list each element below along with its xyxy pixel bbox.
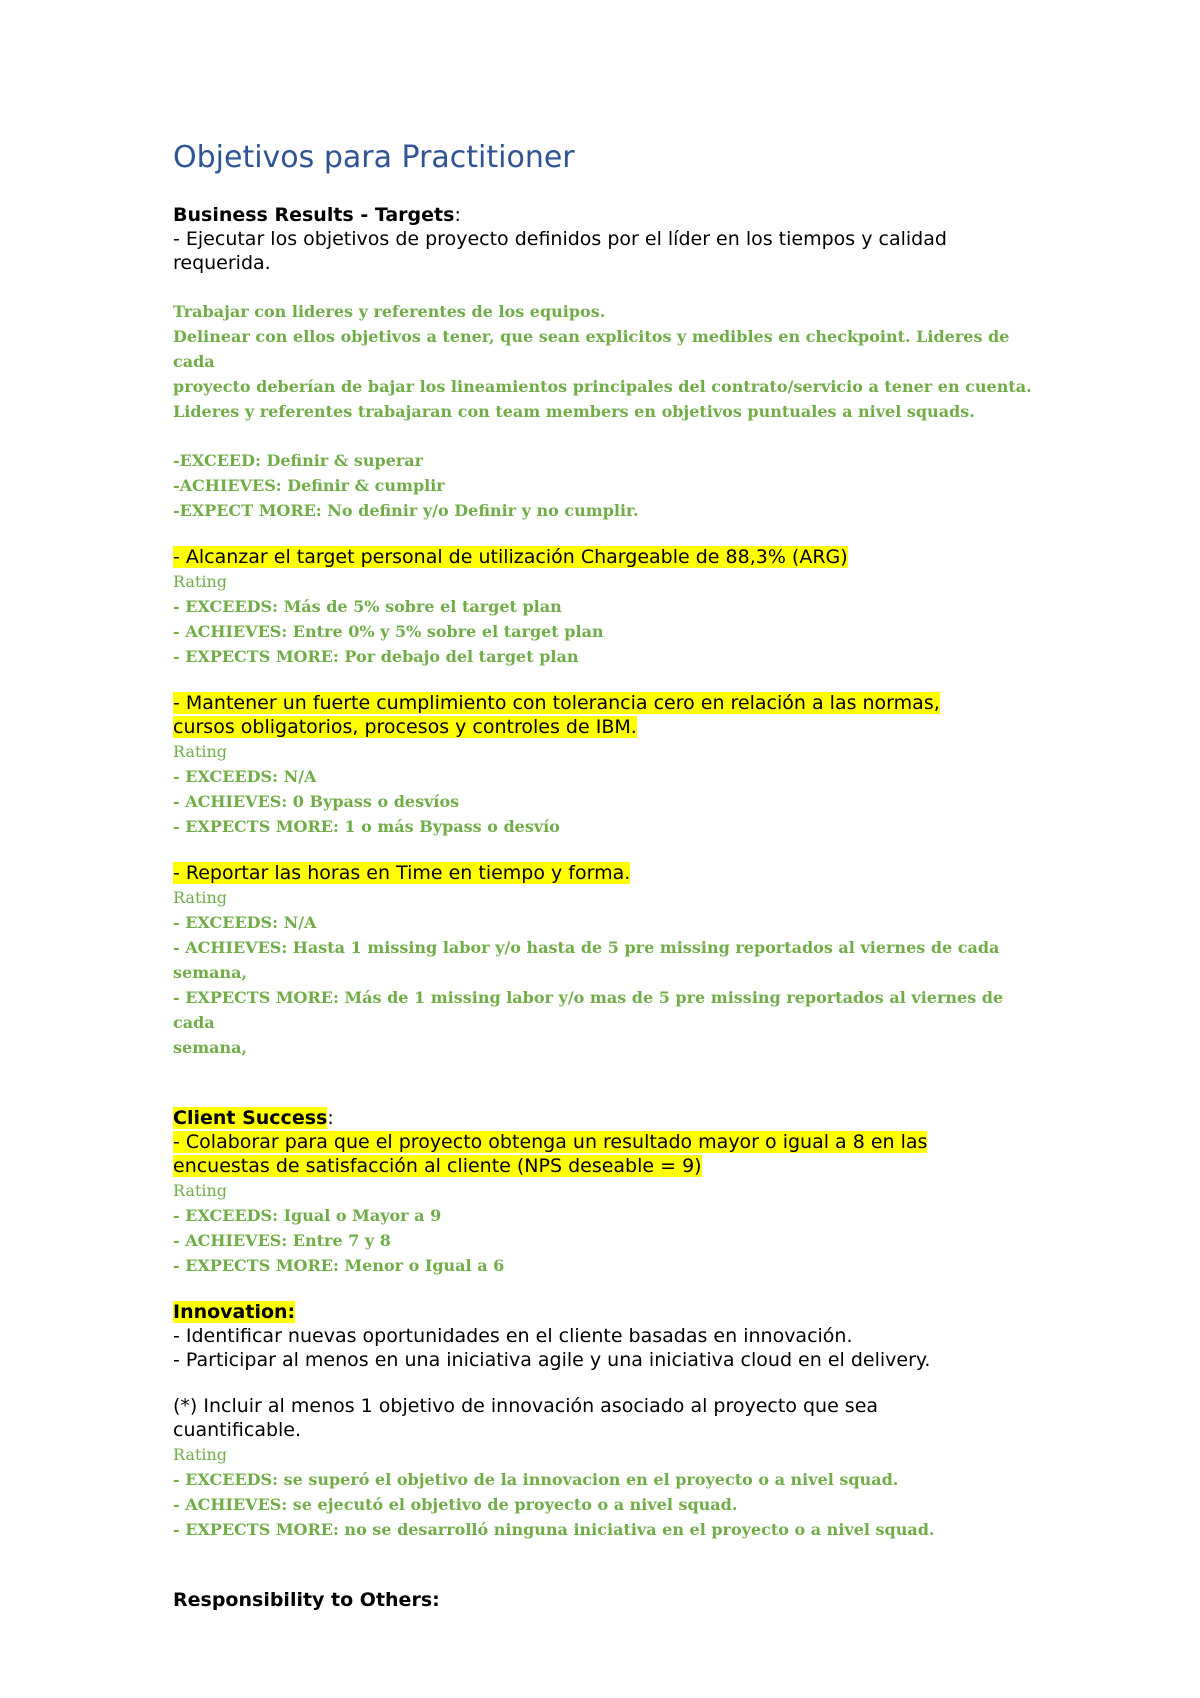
business-level-line: -ACHIEVES: Definir & cumplir [173, 476, 445, 495]
innovation-item: - EXPECTS MORE: no se desarrolló ninguna iniciativa en el proyecto o a nivel squad. [173, 1520, 935, 1539]
business-line-2: requerida. [173, 252, 271, 274]
objective-2-item: - EXCEEDS: N/A [173, 767, 317, 786]
objective-3-item: - EXCEEDS: N/A [173, 913, 317, 932]
client-text: - Colaborar para que el proyecto obtenga un resultado mayor o igual a 8 en las [173, 1131, 928, 1153]
business-green-line: Trabajar con lideres y referentes de los equipos. [173, 302, 606, 321]
business-heading-colon: : [454, 204, 461, 226]
client-item: - EXCEEDS: Igual o Mayor a 9 [173, 1206, 442, 1225]
objective-3-item: semana, [173, 1038, 248, 1057]
innovation-item: - EXCEEDS: se superó el objetivo de la innovacion en el proyecto o a nivel squad. [173, 1470, 899, 1489]
innovation-line: - Identificar nuevas oportunidades en el cliente basadas en innovación. [173, 1325, 853, 1347]
innovation-line: - Participar al menos en una iniciativa agile y una iniciativa cloud en el delivery. [173, 1349, 931, 1371]
objective-1-line [173, 545, 1033, 569]
client-heading-colon: : [327, 1107, 334, 1129]
objective-2-rating: Rating [173, 742, 228, 761]
objective-3-text: - Reportar las horas en Time en tiempo y forma. [173, 862, 631, 884]
objective-1-item: - ACHIEVES: Entre 0% y 5% sobre el target plan [173, 622, 604, 641]
client-heading-line [173, 1106, 1033, 1130]
responsibility-heading: Responsibility to Others: [173, 1589, 440, 1611]
objective-2-text: - Mantener un fuerte cumplimiento con tolerancia cero en relación a las normas, [173, 692, 940, 714]
objective-2-line [173, 691, 1033, 715]
client-line [173, 1154, 1033, 1178]
page-title: Objetivos para Practitioner [173, 140, 575, 175]
client-rating: Rating [173, 1181, 228, 1200]
business-level-line: -EXPECT MORE: No definir y/o Definir y no cumplir. [173, 501, 639, 520]
client-item: - ACHIEVES: Entre 7 y 8 [173, 1231, 391, 1250]
client-line [173, 1130, 1033, 1154]
objective-2-item: - EXPECTS MORE: 1 o más Bypass o desvío [173, 817, 560, 836]
document-content [173, 140, 1033, 1612]
innovation-note: cuantificable. [173, 1419, 302, 1441]
business-heading-line [173, 203, 1033, 227]
business-level-line: -EXCEED: Definir & superar [173, 451, 424, 470]
business-green-line: Delinear con ellos objetivos a tener, que sean explicitos y medibles en checkpoint. Lideres de cada [173, 327, 1010, 371]
business-heading: Business Results - Targets [173, 204, 455, 226]
innovation-heading-line [173, 1300, 1033, 1324]
client-item: - EXPECTS MORE: Menor o Igual a 6 [173, 1256, 505, 1275]
innovation-heading: Innovation: [173, 1301, 296, 1323]
objective-2-line [173, 715, 1033, 739]
objective-2-item: - ACHIEVES: 0 Bypass o desvíos [173, 792, 460, 811]
objective-1-item: - EXPECTS MORE: Por debajo del target plan [173, 647, 579, 666]
objective-3-rating: Rating [173, 888, 228, 907]
objective-1-item: - EXCEEDS: Más de 5% sobre el target plan [173, 597, 562, 616]
innovation-note: (*) Incluir al menos 1 objetivo de innovación asociado al proyecto que sea [173, 1395, 879, 1417]
business-line-1: - Ejecutar los objetivos de proyecto definidos por el líder en los tiempos y calidad [173, 228, 947, 250]
objective-3-item: - ACHIEVES: Hasta 1 missing labor y/o hasta de 5 pre missing reportados al viernes de cada semana, [173, 938, 1000, 982]
client-heading: Client Success [173, 1107, 328, 1129]
business-green-line: proyecto deberían de bajar los lineamientos principales del contrato/servicio a tener en cuenta. [173, 377, 1032, 396]
objective-3-item: - EXPECTS MORE: Más de 1 missing labor y/o mas de 5 pre missing reportados al viernes de cada [173, 988, 1004, 1032]
objective-1-text: - Alcanzar el target personal de utilización Chargeable de 88,3% (ARG) [173, 546, 848, 568]
objective-3-line [173, 861, 1033, 885]
objective-2-text: cursos obligatorios, procesos y controles de IBM. [173, 716, 637, 738]
innovation-item: - ACHIEVES: se ejecutó el objetivo de proyecto o a nivel squad. [173, 1495, 738, 1514]
client-text: encuestas de satisfacción al cliente (NPS deseable = 9) [173, 1155, 702, 1177]
business-green-line: Lideres y referentes trabajaran con team members en objetivos puntuales a nivel squads. [173, 402, 975, 421]
objective-1-rating: Rating [173, 572, 228, 591]
innovation-rating: Rating [173, 1445, 228, 1464]
